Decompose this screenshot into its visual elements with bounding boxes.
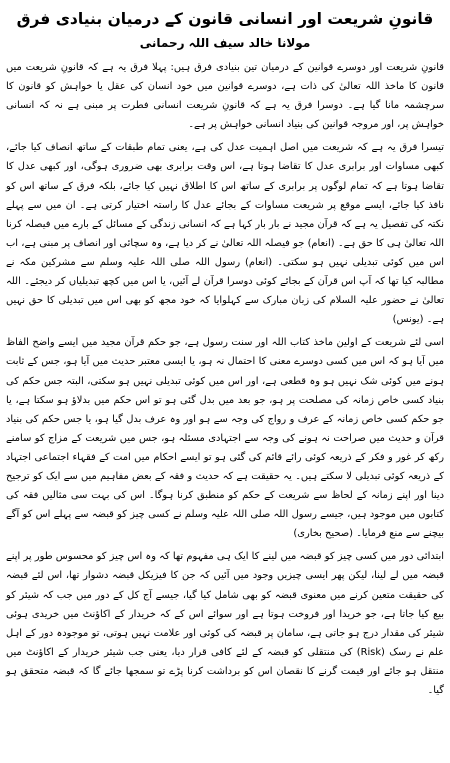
article-title: قانونِ شریعت اور انسانی قانون کے درمیان بنیادی فرق bbox=[16, 10, 434, 28]
article-author: مولانا خالد سیف اللہ رحمانی bbox=[139, 36, 311, 50]
article-paragraph: تیسرا فرق یہ ہے کہ شریعت میں اصل اہمیت عدل کی ہے، یعنی تمام طبقات کے ساتھ انصاف کیا جائے، کبھی مساوات اور برابری عدل کا تقاضا ہوتا ہے، اس وقت برابری بھی ضروری ہوگی، اور کبھی عدل کا تقاضا ہوتا ہے کہ تمام لوگوں پر برابری کے ساتھ اس کا اطلاق نہیں کیا جائے، بلکہ فرق کے ساتھ اس کو نافذ کیا جائے، ایسے موقع پر شریعت مساوات کے بجائے عدل کا راستہ اختیار کرتی ہے۔ ان میں سے پہلے نکتہ کی تفصیل یہ ہے کہ قرآن مجید نے بار بار کہا ہے کہ انسانی زندگی کے مسائل کے بارے میں فیصلہ کرنا اللہ تعالیٰ ہی کا حق ہے۔ (انعام) جو فیصلہ اللہ تعالیٰ نے کر دیا ہے، وہ سچائی اور انصاف پر مبنی ہے، اب اس میں کوئی تبدیلی نہیں ہو سکتی۔ (انعام) رسول اللہ صلی اللہ علیہ وسلم سے مشرکین مکہ نے مطالبہ کیا تھا کہ آپ اس قرآن کے بجائے کوئی دوسرا قرآن لے آئیں، یا اس میں کچھ تبدیلیاں کر دیجئے۔ اللہ تعالیٰ نے حضور علیہ السلام کی زبان مبارک سے کہلوایا کہ خود مجھ کو بھی اس میں تبدیلی کا حق نہیں ہے۔ (یونس) bbox=[6, 142, 444, 326]
article-body bbox=[6, 58, 444, 700]
article-paragraph: اسی لئے شریعت کے اولین ماخذ کتاب اللہ اور سنت رسول ہے، جو حکم قرآن مجید میں ایسے واضح الفاظ میں آیا ہو کہ اس میں کسی دوسرے معنی کا احتمال نہ ہو، یا ایسی معتبر حدیث میں آیا ہو، جس کے ثابت ہونے میں کوئی شک نہیں ہو وہ قطعی ہے، اور اس میں کوئی تبدیلی نہیں ہو سکتی، البتہ جس حکم کی بنیاد کسی خاص زمانہ کی مصلحت پر ہو، جو بعد میں بدل گئی ہو تو اس حکم میں بدلاؤ ہو سکتا ہے، یا جو حکم کسی خاص زمانہ کے عرف و رواج کی وجہ سے ہو اور وہ عرف بدل گیا ہو، یا جس حکم کی بنیاد قرآن و حدیث میں صراحت نہ ہونے کی وجہ سے اجتہادی مسئلہ ہو، جس میں شریعت کے مزاج کو سامنے رکھ کر غور و فکر کے ذریعہ کوئی رائے قائم کی گئی ہو تو ایسے احکام میں امت کے فقہاء اجتماعی اجتہاد کے ذریعہ کوئی تبدیلی لا سکتے ہیں۔ یہ حقیقت ہے کہ حدیث و فقہ کے بعض مفاہیم میں سے ایک کو ترجیح دینا اور اپنے زمانہ کے لحاظ سے شریعت کے حکم کو منطبق کرنا ہوگا۔ اس کی بہت سی مثالیں فقہ کی کتابوں میں موجود ہیں، جیسے رسول اللہ صلی اللہ علیہ وسلم نے کسی چیز کو قبضہ سے پہلے اس کو آگے بیچنے سے منع فرمایا۔ (صحیح بخاری) bbox=[6, 337, 444, 540]
article-paragraph: ابتدائی دور میں کسی چیز کو قبضہ میں لینے کا ایک ہی مفہوم تھا کہ وہ اس چیز کو محسوس طور پر اپنے قبضہ میں لے لینا، لیکن پھر ایسی چیزیں وجود میں آئیں کہ جن کا فیزیکل قبضہ دشوار تھا، اس لئے قبضہ کی حقیقت متعین کرنے میں معنوی قبضہ کو بھی شامل کیا گیا، جیسے آج کل کے دور میں جب کہ شیئر کو بیع کیا جاتا ہے، جو خریدا اور فروخت ہوتا ہے اور سوائے اس کے کہ خریدار کے اکاؤنٹ میں خریدی ہوئی شیئر کی مقدار درج ہو جاتی ہے، سامان پر قبضہ کی کوئی اور علامت نہیں ہوتی، تو موجودہ دور کے اہل علم نے رسک (Risk) کی منتقلی کو قبضہ کے لئے کافی قرار دیا، یعنی جب شیئر خریدار کے اکاؤنٹ میں منتقل ہو جائے اور قیمت گرنے کا نقصان اس کو برداشت کرنا پڑے تو سمجھا جائے گا کہ قبضہ متحقق ہو گیا۔ bbox=[6, 551, 445, 696]
article-paragraph: قانونِ شریعت اور دوسرے قوانین کے درمیان تین بنیادی فرق ہیں: پہلا فرق یہ ہے کہ قانونِ شریعت میں قانون کا ماخذ اللہ تعالیٰ کی ذات ہے، دوسرے قوانین میں خود انسان کی عقل یا خواہش کو قانون کا سرچشمہ مانا گیا ہے۔ دوسرا فرق یہ ہے کہ قانونِ شریعت انسانی فطرت پر مبنی ہے نہ کہ انسانی خواہش پر، اور مروجہ قوانین کی بنیاد انسانی خواہش پر ہے۔ bbox=[6, 62, 444, 131]
article-page bbox=[6, 4, 444, 760]
